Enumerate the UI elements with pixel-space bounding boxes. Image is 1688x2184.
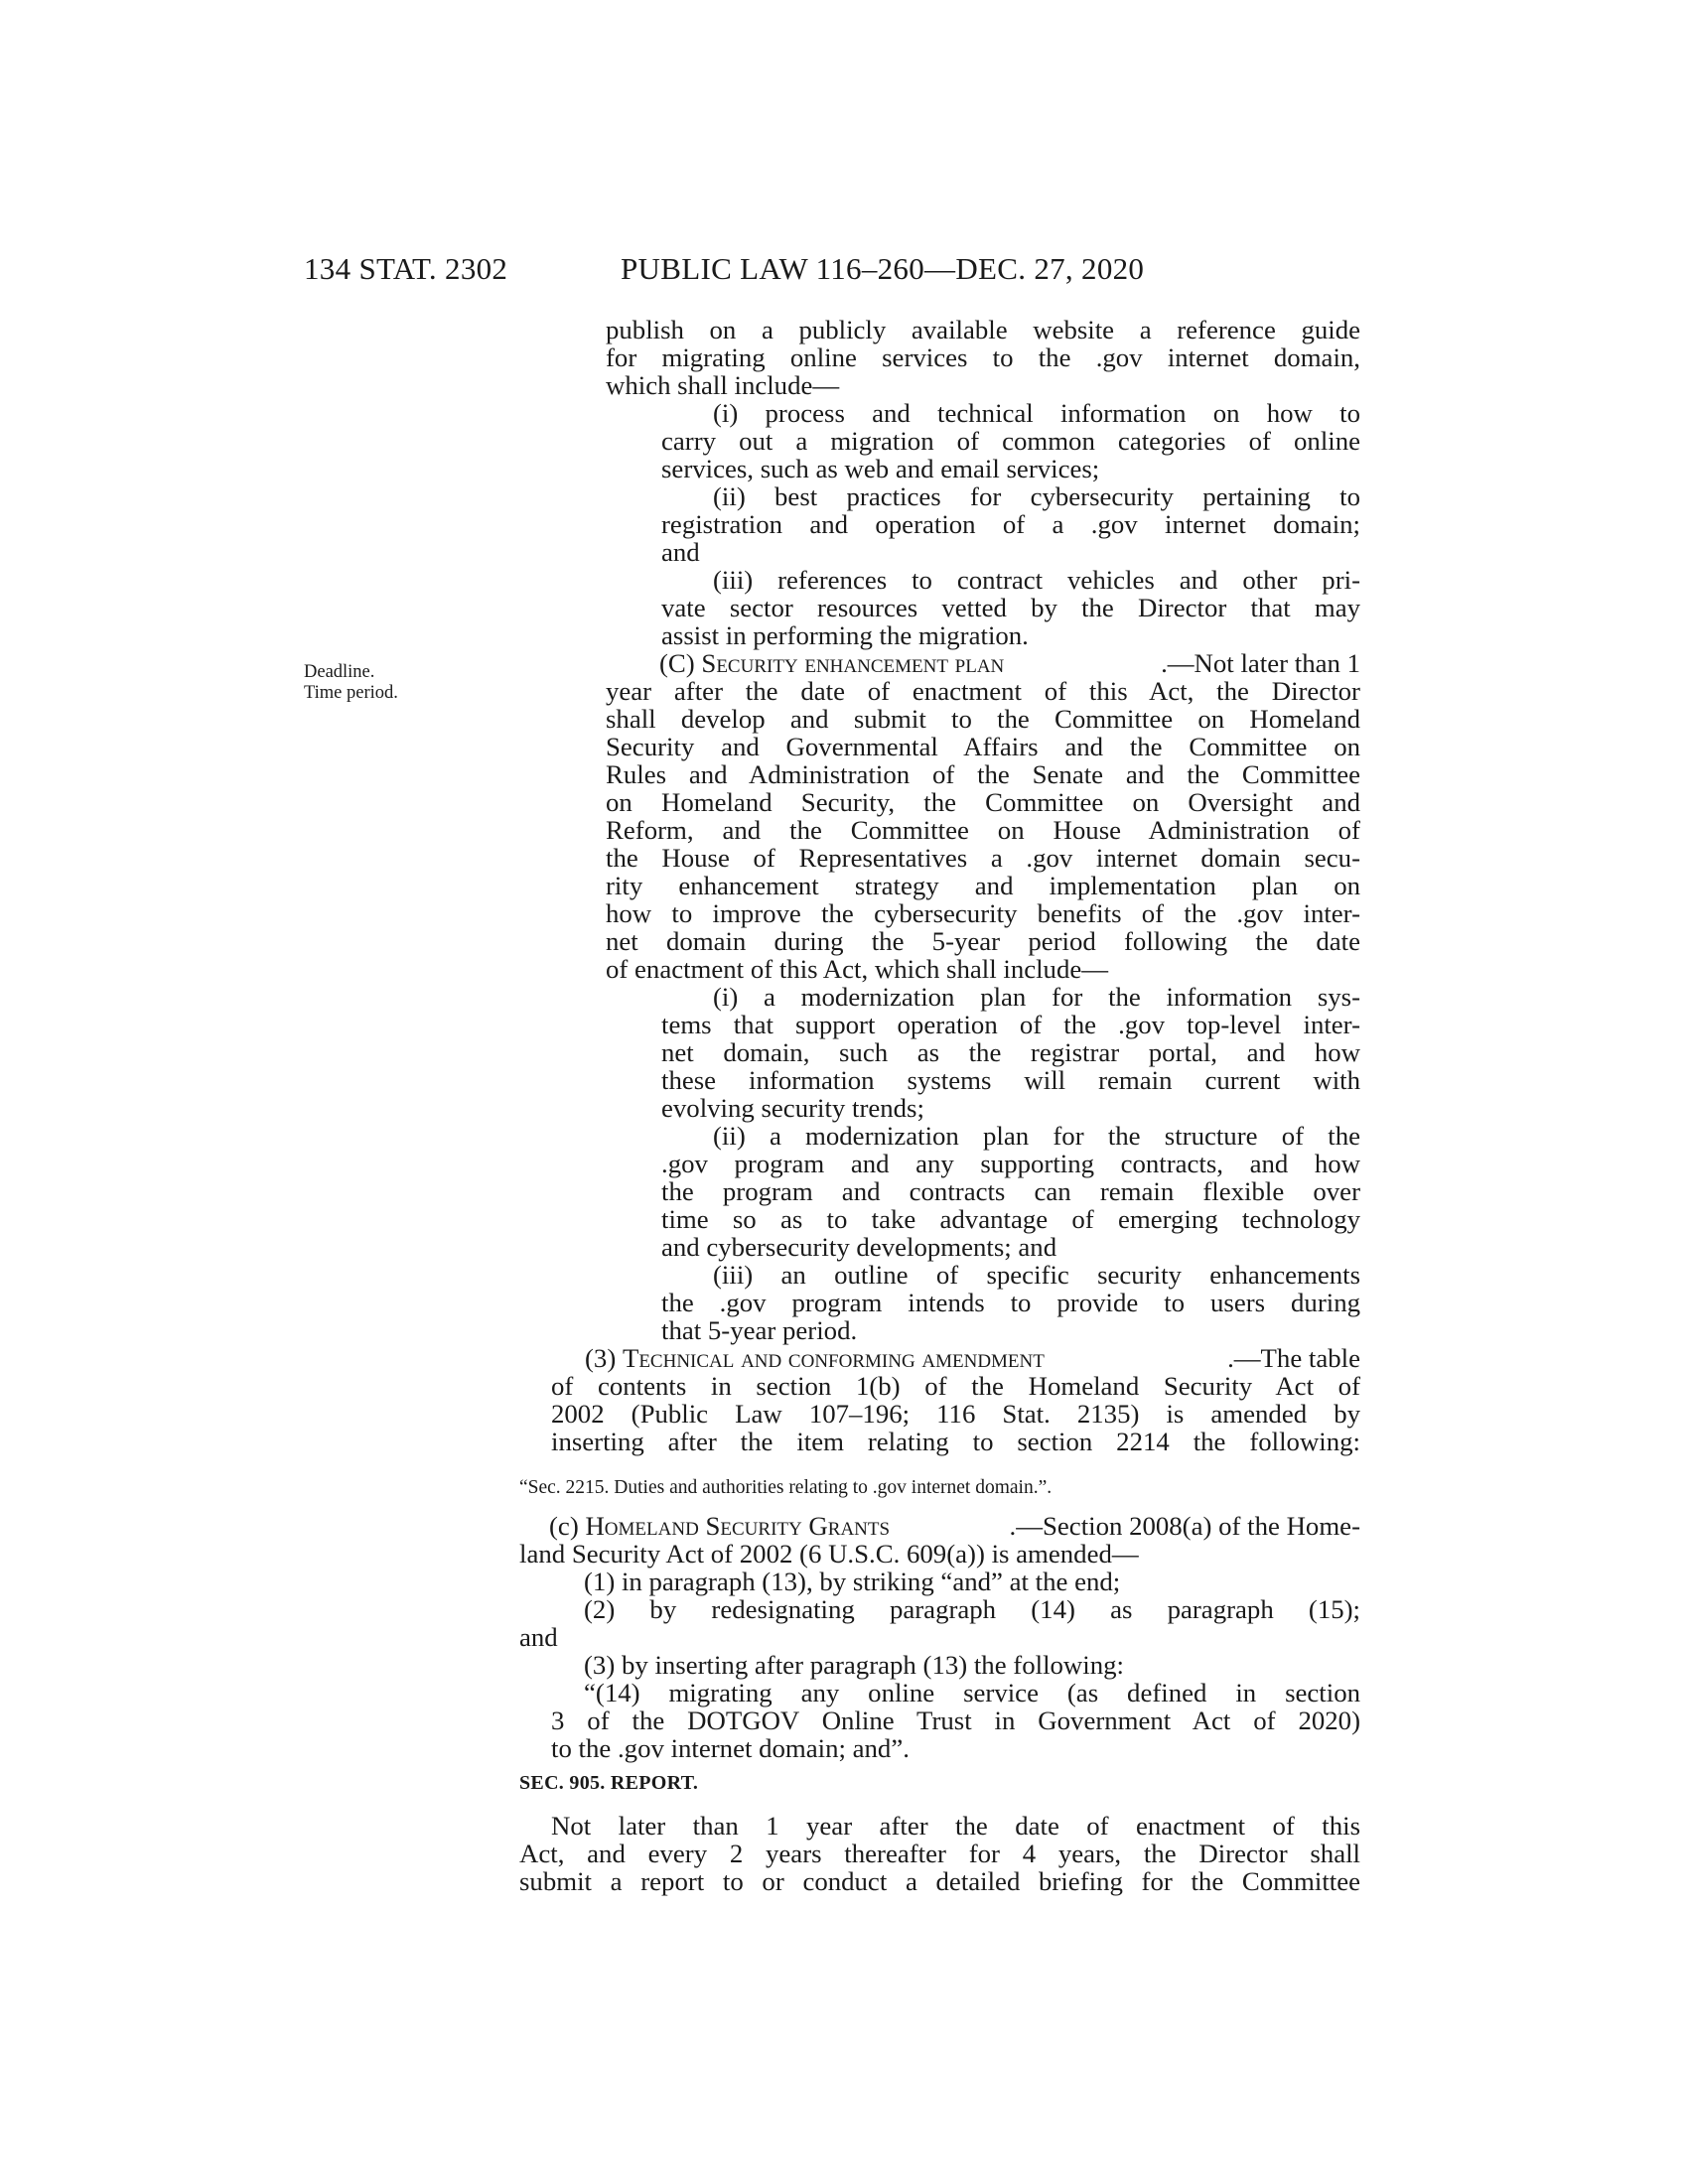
text-line: these information systems will remain current with [661, 1065, 1360, 1095]
section-c-label: (c) [549, 1511, 586, 1541]
text-line: (3) by inserting after paragraph (13) the following: [584, 1650, 1124, 1680]
text-line: for migrating online services to the .gov internet domain, [606, 342, 1360, 372]
text-line: publish on a publicly available website a reference guide [606, 315, 1360, 344]
text-line: the program and contracts can remain flexible over [661, 1176, 1360, 1206]
text-line: services, such as web and email services; [661, 454, 1100, 483]
text-line: how to improve the cybersecurity benefits of the .gov inter- [606, 898, 1360, 928]
section-c-heading: Homeland Security Grants [585, 1511, 891, 1541]
text-line: Not later than 1 year after the date of enactment of this [551, 1811, 1360, 1841]
paragraph-c-heading: Security enhancement plan [701, 648, 1005, 678]
text-line: (iii) references to contract vehicles and other pri- [713, 565, 1360, 595]
paragraph-c-heading-line [659, 649, 1360, 677]
paragraph-3-heading-line [585, 1344, 1360, 1372]
text-line: (1) in paragraph (13), by striking “and” at the end; [584, 1567, 1121, 1596]
text-line: (iii) an outline of specific security enhancements [713, 1260, 1360, 1290]
margin-note-deadline: Deadline. [304, 662, 375, 682]
text-line: carry out a migration of common categories of online [661, 426, 1360, 456]
text-line: and [519, 1622, 558, 1652]
text-line: evolving security trends; [661, 1093, 924, 1123]
text-line: Reform, and the Committee on House Administration of [606, 815, 1360, 845]
paragraph-3-label: (3) [585, 1343, 623, 1373]
text-line: net domain during the 5-year period following the date [606, 926, 1360, 956]
text-line: of enactment of this Act, which shall include— [606, 954, 1109, 984]
margin-note-time-period: Time period. [304, 683, 398, 703]
text-line: and cybersecurity developments; and [661, 1232, 1057, 1262]
running-header-stat: 134 STAT. 2302 [304, 251, 508, 286]
toc-entry: “Sec. 2215. Duties and authorities relating to .gov internet domain.”. [519, 1477, 1053, 1498]
text-line: inserting after the item relating to section 2214 the following: [551, 1427, 1360, 1456]
section-c-intro: .—Section 2008(a) of the Home- [1009, 1511, 1360, 1541]
text-line: land Security Act of 2002 (6 U.S.C. 609(a)) is amended— [519, 1539, 1139, 1569]
text-line: shall develop and submit to the Committee on Homeland [606, 704, 1360, 734]
text-line: of contents in section 1(b) of the Homeland Security Act of [551, 1371, 1360, 1401]
paragraph-c-intro: .—Not later than 1 [1161, 648, 1360, 678]
text-line: the House of Representatives a .gov internet domain secu- [606, 843, 1360, 873]
text-line: (2) by redesignating paragraph (14) as paragraph (15); [584, 1594, 1360, 1624]
text-line: net domain, such as the registrar portal, and how [661, 1037, 1360, 1067]
text-line: submit a report to or conduct a detailed briefing for the Committee [519, 1866, 1360, 1896]
text-line: (i) process and technical information on how to [713, 398, 1360, 428]
paragraph-c-label: (C) [659, 648, 702, 678]
text-line: that 5-year period. [661, 1315, 858, 1345]
text-line: 3 of the DOTGOV Online Trust in Government Act of 2020) [551, 1706, 1360, 1735]
text-line: (ii) a modernization plan for the structure of the [713, 1121, 1360, 1151]
text-line: registration and operation of a .gov internet domain; [661, 509, 1360, 539]
text-line: to the .gov internet domain; and”. [551, 1733, 910, 1763]
text-line: Security and Governmental Affairs and the Committee on [606, 732, 1360, 761]
paragraph-3-heading: Technical and conforming amendment [622, 1343, 1045, 1373]
text-line: vate sector resources vetted by the Director that may [661, 593, 1360, 622]
text-line: .gov program and any supporting contracts, and how [661, 1149, 1360, 1178]
text-line: “(14) migrating any online service (as defined in section [584, 1678, 1360, 1707]
text-line: tems that support operation of the .gov top-level inter- [661, 1010, 1360, 1039]
section-905-heading: SEC. 905. REPORT. [519, 1772, 699, 1794]
text-line: which shall include— [606, 370, 840, 400]
paragraph-3-intro: .—The table [1227, 1343, 1360, 1373]
section-c-heading-line [549, 1512, 1360, 1540]
text-line: (i) a modernization plan for the information sys- [713, 982, 1360, 1012]
text-line: Rules and Administration of the Senate and the Committee [606, 759, 1360, 789]
text-line: Act, and every 2 years thereafter for 4 years, the Director shall [519, 1839, 1360, 1868]
margin-note [304, 662, 398, 704]
text-line: year after the date of enactment of this Act, the Director [606, 676, 1360, 706]
text-line: 2002 (Public Law 107–196; 116 Stat. 2135) is amended by [551, 1399, 1360, 1429]
text-line: (ii) best practices for cybersecurity pertaining to [713, 481, 1360, 511]
text-line: the .gov program intends to provide to users during [661, 1288, 1360, 1317]
running-header-title: PUBLIC LAW 116–260—DEC. 27, 2020 [621, 251, 1145, 286]
text-line: on Homeland Security, the Committee on Oversight and [606, 787, 1360, 817]
text-line: time so as to take advantage of emerging technology [661, 1204, 1360, 1234]
text-line: and [661, 537, 700, 567]
text-line: rity enhancement strategy and implementation plan on [606, 871, 1360, 900]
text-line: assist in performing the migration. [661, 620, 1029, 650]
